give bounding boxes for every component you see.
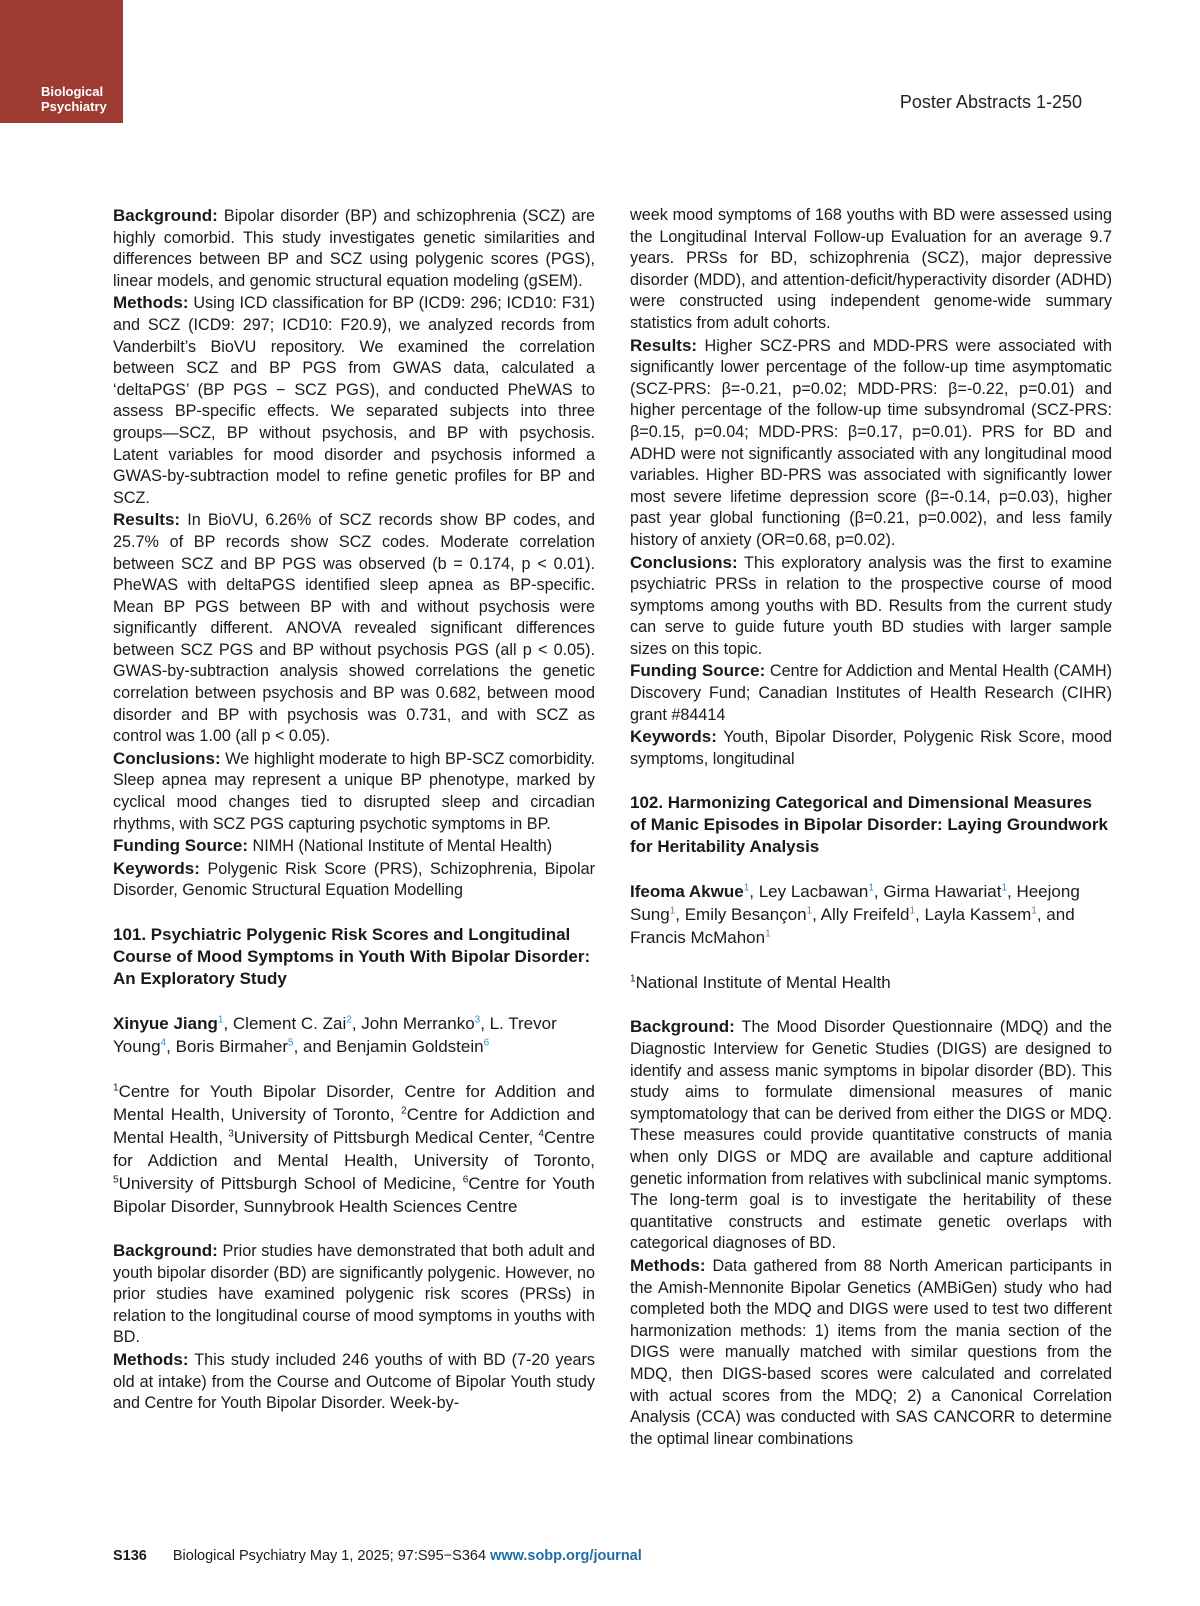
affiliation: National Institute of Mental Health (635, 973, 891, 993)
section-text: Using ICD classification for BP (ICD9: 296; ICD10: F31) and SCZ (ICD9: 297; ICD10: F20.9), we analyzed records from Vanderbilt’s BioVU repository. We examined the correlation between SCZ and BP PGS from GWAS data, calculated a ‘deltaPGS’ (BP PGS − SCZ PGS), and conducted PheWAS to assess BP-specific effects. We separated subjects into three groups—SCZ, BP without psychosis, and BP with psychosis. Latent variables for mood disorder and psychosis informed a GWAS-by-subtraction model to refine genetic profiles for BP and SCZ. (113, 294, 595, 507)
affil-sup: 5 (113, 1174, 119, 1186)
affiliation: Centre for Addiction and Mental Health, (113, 1105, 595, 1147)
section-label: Funding Source: (630, 661, 766, 681)
section-label: Keywords: (630, 727, 717, 747)
citation: Biological Psychiatry May 1, 2025; 97:S95−S364 (172, 1548, 491, 1564)
author-affil-sup: 1 (765, 928, 771, 940)
affil-sup: 2 (401, 1105, 407, 1117)
author-affil-sup: 2 (346, 1014, 352, 1026)
abstract-100-funding (113, 835, 595, 858)
author-affil-sup: 1 (217, 1014, 224, 1026)
abstract-101-methods (113, 1349, 595, 1415)
presenting-author: Ifeoma Akwue (630, 882, 744, 902)
affiliation: University of Pittsburgh School of Medicine, (118, 1174, 463, 1193)
author: , Layla Kassem (915, 905, 1032, 925)
affil-sup: 6 (462, 1174, 469, 1186)
abstract-101-background (113, 1240, 595, 1349)
abstract-101-methods-continued: week mood symptoms of 168 youths with BD were assessed using the Longitudinal Interval Follow-up Evaluation for an average 9.7 years. PRSs for BD, schizophrenia (SCZ), major depressive disorder (MDD), and attention-deficit/hyperactivity disorder (ADHD) were constructed using independent genome-wide summary statistics from adult cohorts. (630, 206, 1112, 332)
section-label: Keywords: (113, 858, 200, 878)
affil-sup: 3 (228, 1128, 234, 1140)
journal-link[interactable]: www.sobp.org/journal (490, 1548, 642, 1564)
section-label: Background: (113, 206, 218, 225)
author-affil-sup: 3 (474, 1014, 481, 1026)
abstract-102-authors (630, 880, 1112, 949)
affiliation: University of Pittsburgh Medical Center, (233, 1128, 539, 1147)
presenting-author: Xinyue Jiang (113, 1014, 218, 1033)
abstract-102-methods (630, 1255, 1112, 1450)
page-footer (113, 1548, 642, 1564)
section-label: Results: (630, 335, 698, 355)
section-text: This study included 246 youths of with BD (7-20 years old at intake) from the Course and Outcome of Bipolar Youth study and Centre for Youth Bipolar Disorder. Week-by- (113, 1350, 595, 1413)
abstract-100-results (113, 509, 595, 748)
section-label: Conclusions: (630, 552, 738, 572)
section-label: Methods: (630, 1255, 706, 1275)
section-text: In BioVU, 6.26% of SCZ records show BP codes, and 25.7% of BP records show SCZ codes. Moderate correlation between SCZ and BP PGS was observed (b = 0.174, p < 0.01). PheWAS with deltaPGS identified sleep apnea as BP-specific. Mean BP PGS between BP with and without psychosis were significantly different. ANOVA revealed significant differences between SCZ PGS and BP without psychosis PGS (all p < 0.05). GWAS-by-subtraction analysis showed correlations the genetic correlation between psychosis and BP was 0.682, between mood disorder and BP with psychosis was 0.731, and with SCZ as control was 1.00 (all p < 0.05). (113, 511, 595, 746)
journal-name-line2: Psychiatry (41, 99, 107, 114)
author-affil-sup: 6 (483, 1037, 490, 1049)
abstract-101-affiliations (113, 1080, 595, 1218)
affiliation: Centre for Youth Bipolar Disorder, Centre for Addition and Mental Health, University of Toronto, (113, 1082, 595, 1124)
affil-sup: 4 (538, 1128, 544, 1140)
author-affil-sup: 1 (868, 882, 874, 894)
running-head: Poster Abstracts 1-250 (899, 92, 1082, 112)
journal-name (41, 84, 107, 114)
section-text: The Mood Disorder Questionnaire (MDQ) and the Diagnostic Interview for Genetic Studies (DIGS) are designed to identify and assess manic symptoms in bipolar disorder (BD). This study aims to formulate dimensional measures of manic symptomatology that can be derived from either the DIGS or MDQ. These measures could provide quantitative constructs of mania when only DIGS or MDQ are available and capture additional genetic information from relatives with subclinical manic symptoms. The long-term goal is to investigate the heritability of these quantitative constructs and estimate genetic overlaps with categorical diagnoses of BD. (630, 1018, 1112, 1253)
author-affil-sup: 1 (806, 905, 813, 917)
section-label: Results: (113, 510, 181, 530)
author-affil-sup: 5 (288, 1037, 294, 1049)
abstract-102-background (630, 1016, 1112, 1255)
section-label: Funding Source: (113, 836, 249, 856)
author: , and Benjamin Goldstein (293, 1037, 484, 1056)
abstract-101-title: 101. Psychiatric Polygenic Risk Scores and Longitudinal Course of Mood Symptoms in Youth With Bipolar Disorder: An Exploratory Study (113, 925, 591, 988)
author: , John Merranko (351, 1014, 475, 1033)
abstract-100-conclusions (113, 748, 595, 835)
section-text: Centre for Addiction and Mental Health (CAMH) Discovery Fund; Canadian Institutes of Health Research (CIHR) grant #84414 (630, 662, 1112, 724)
section-label: Methods: (113, 1349, 189, 1369)
section-text: We highlight moderate to high BP-SCZ comorbidity. Sleep apnea may represent a unique BP phenotype, marked by cyclical mood changes tied to disrupted sleep and circadian rhythms, with SCZ PGS capturing psychotic symptoms in BP. (113, 749, 595, 833)
affil-sup: 1 (630, 973, 636, 985)
author-affil-sup: 1 (1001, 882, 1007, 894)
abstract-101-conclusions (630, 552, 1112, 661)
author: , Heejong Sung (630, 882, 1080, 925)
journal-logo-tab (0, 0, 123, 123)
abstract-101-authors (113, 1012, 595, 1058)
author: , Girma Hawariat (873, 882, 1002, 902)
author-affil-sup: 1 (909, 905, 916, 917)
section-text: This exploratory analysis was the first to examine psychiatric PRSs in relation to the prospective course of mood symptoms among youths with BD. Results from the current study can serve to guide future youth BD studies with larger sample sizes on this topic. (630, 553, 1112, 658)
author: , Ley Lacbawan (749, 882, 869, 902)
author-affil-sup: 4 (160, 1037, 167, 1049)
right-column (630, 205, 1112, 1450)
section-text: Higher SCZ-PRS and MDD-PRS were associated with significantly lower percentage of the follow-up time asymptomatic (SCZ-PRS: β=-0.21, p=0.02; MDD-PRS: β=-0.22, p=0.01) and higher percentage of the follow-up time subsyndromal (SCZ-PRS: β=0.15, p=0.04; MDD-PRS: β=0.17, p=0.01). PRS for BD and ADHD were not significantly associated with any longitudinal mood variables. Higher BD-PRS was associated with significantly lower most severe lifetime depression score (β=-0.14, p=0.03), higher past year global functioning (β=0.21, p=0.002), and less family history of anxiety (OR=0.68, p=0.02). (630, 336, 1112, 549)
journal-name-line1: Biological (41, 84, 104, 99)
author: , Emily Besançon (675, 905, 807, 925)
abstract-100-background (113, 205, 595, 292)
page-number: S136 (113, 1548, 147, 1564)
section-label: Background: (630, 1017, 735, 1037)
author: , Boris Birmaher (166, 1037, 289, 1056)
author: , Ally Freifeld (812, 905, 910, 925)
author: , L. Trevor Young (113, 1014, 557, 1056)
section-label: Methods: (113, 293, 189, 313)
left-column (113, 205, 595, 1415)
author-affil-sup: 1 (743, 882, 750, 894)
abstract-100-methods (113, 292, 595, 509)
abstract-101-results (630, 335, 1112, 552)
abstract-101-funding (630, 660, 1112, 726)
section-text: Polygenic Risk Score (PRS), Schizophrenia, Bipolar Disorder, Genomic Structural Equation Modelling (113, 859, 595, 900)
abstract-100-keywords (113, 858, 595, 902)
abstract-101-keywords (630, 726, 1112, 770)
section-text: Bipolar disorder (BP) and schizophrenia (SCZ) are highly comorbid. This study investigates genetic similarities and differences between BP and SCZ using polygenic scores (PGS), linear models, and genomic structural equation modeling (gSEM). (113, 207, 595, 290)
section-text: Data gathered from 88 North American participants in the Amish-Mennonite Bipolar Genetics (AMBiGen) study who had completed both the MDQ and DIGS were used to test two different harmonization methods: 1) items from the mania section of the DIGS were manually matched with similar questions from the MDQ, then DIGS-based scores were calculated and correlated with actual scores from the MDQ; 2) a Canonical Correlation Analysis (CCA) was conducted with SAS CANCORR to determine the optimal linear combinations (630, 1256, 1112, 1448)
abstract-102-title: 102. Harmonizing Categorical and Dimensional Measures of Manic Episodes in Bipolar Disorder: Laying Groundwork for Heritability Analysis (630, 793, 1108, 857)
author: , Clement C. Zai (223, 1014, 347, 1033)
author: , and Francis McMahon (630, 905, 1075, 948)
affil-sup: 1 (113, 1082, 119, 1094)
section-text: NIMH (National Institute of Mental Health) (248, 837, 553, 856)
section-label: Conclusions: (113, 748, 221, 768)
author-affil-sup: 1 (1031, 905, 1037, 917)
affiliation: Centre for Addiction and Mental Health, University of Toronto, (113, 1128, 595, 1170)
section-text: Prior studies have demonstrated that both adult and youth bipolar disorder (BD) are significantly polygenic. However, no prior studies have examined polygenic risk scores (PRSs) in relation to the longitudinal course of mood symptoms in youths with BD. (113, 1242, 595, 1347)
section-text: Youth, Bipolar Disorder, Polygenic Risk Score, mood symptoms, longitudinal (630, 728, 1112, 768)
author-affil-sup: 1 (669, 905, 676, 917)
section-label: Background: (113, 1241, 218, 1260)
affiliation: Centre for Youth Bipolar Disorder, Sunnybrook Health Sciences Centre (113, 1174, 595, 1216)
abstract-102-affiliations (630, 971, 1112, 994)
